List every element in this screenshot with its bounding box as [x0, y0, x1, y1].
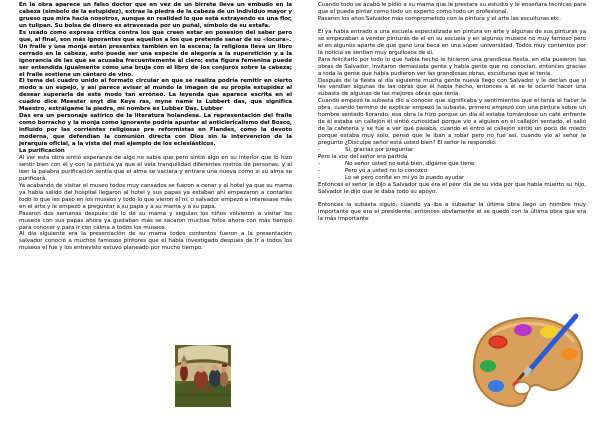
dialogue-list	[318, 147, 586, 182]
closing-paragraph: Entonces la subasta siguió, cuando ya iba a subastar la última obra llego un hombre muy importante que era el presidente, entonces obviamente el se quedó con la última obra que era la más importante	[318, 201, 586, 222]
paragraph: El tema del cuadro unido al formato circular en que se realiza podría remitir en cierto modo a un espejo, y así parece avisar al mundo la imagen de su propia estupidez al desear superarla de este modo tan erróneo. La leyenda que aparece escrita en el cuadro dice Meester snyt die Keye ras, myne name is Lubbert das, que significa Maestro, extráigame la piedra, mi nombre es Lubber Das. Lubber	[19, 78, 292, 113]
paragraph: Cuando todo se acabó le pidió a su mama que le prestara su estudio y le enseñara técnicas para que el pueda pintar como todo un experto como todo un profesional.	[318, 2, 586, 15]
paragraph: Un fraile y una monja están presentes también en la escena; la religiosa lleva un libro cerrado en la cabeza, esto puede ser una especie de alegoría a la superstición y a la ignorancia de las que se acusaba frecuentemente al clero; esta figura femenina puede ser entendida igualmente como una bruja con el libro de los conjuros sobre la cabeza; el fraile sostiene un cántaro de vino.	[19, 43, 292, 78]
paragraph: Al día siguiente era la presentación de su mama todos contentos fueron a la presentación salvador conoció a muchos famosos pintores que él había investigado después de ir a todos los museos el fue y los entrevisto estuvo planeado por mucho tiempo.	[19, 231, 292, 252]
dialogue-line: - Pero la voz del señor era partida	[318, 154, 586, 161]
painting-thumbnail	[175, 345, 231, 407]
paragraph: Ya acabando de visitar el museo todos muy cansados se fueron a cenar y al hotel ya que su mama ya había salido del hospital llegaron al hotel y sus papas ya estaban ahí empezaron a contarles todo lo que les paso en los museos y todo lo que vieron el ni; o salvador empezó a interesase más en el arte y le empezó a preguntar a su papa y a su mama y a su papa.	[19, 182, 292, 210]
section-heading: La purificación	[19, 148, 65, 155]
dialogue-line: - Pero yo a usted no lo conozco	[318, 168, 586, 175]
paragraph: Después de la fiesta al día siguiente mucha gente nueva llego con Salvador y le decían que sí les vendían algunas de las obras que él había hecho, entonces a él se le ocurrió hacer una subasta de algunas de las mejores obras que tenía.	[318, 77, 586, 98]
paragraph: Entonces el señor le dijo a Salvador que era el peor día de su vida por que había muerto su hijo, Salvador le dijo que le daba todo su apoyo.	[318, 181, 586, 195]
dialogue-line: - Si, gracias por preguntar	[318, 147, 586, 154]
left-column	[19, 2, 292, 252]
paragraph: Para felicitarlo por todo lo que había hecho le hicieron una grandiosa fiesta, en ella pusieron las obras de Salvador, invitaron demasiada gente y había gente que no conocían, entonces gracias a toda la gente que había pudieron ver las grandiosas obras, esculturas que el tenia.	[318, 56, 586, 77]
dialogue-line: - Lo sé pero confié en mi yo lo puedo ayudar	[318, 175, 586, 182]
dialogue-line: - No señor usted no está bien, dígame que tiene	[318, 161, 586, 168]
paragraph: Cuando empezó la subasta dio a conocer que significaba y sentimientos que el tenía al hacer la obra, cuando termino de explicar empezó la subasta, primero empezó con una pintura sobre un hombre sentado llorando, esa obra la hizo porque un día él estaba tomándose un café enfrente de él estaba un callejón él sintió curiosidad porque vio a alguien en el callejón sentado, el salió de la cafetería y se fue a ver qué pasaba, cuando el entró al callejón sintió un poco de miedo porque estaba muy solo, pensó que le iban a robar pero no fue así, cuando vio al señor le pregunto ¿Disculpe señor está usted bien? El señor le respondió:	[318, 98, 586, 147]
paint-palette-icon	[468, 310, 588, 415]
paragraph: Es usado como expresa critica contra los que creen estar en posesión del saber pero que, al final, son más ignorantes que aquellos a los que pretende sanar de su «locura».	[19, 29, 292, 43]
paragraph: Al ver esta obra sintió esperanza de algo no sabía que pero sintió algo en su interior que lo hizo sentir bien con él y con la pintura ya que él veía tranquilidad diferentes rostros de personas, y al leer la palabra purificación sentía que el alma se vaciara y entrara una nueva como si su alma se purificará.	[19, 154, 292, 182]
paragraph: El ya había entrado a una escuela especializada en pintura en arte y algunas de sus pinturas ya se empezaban a vender pinturas de el en su escuela y en algunos museos no muy famoso pero el en algunos aparte de que gano una beca en una súper universidad. Todos muy contentos por la noticia se sentían muy orgullosos de él.	[318, 28, 586, 56]
paragraph: Das era un personaje satírico de la literatura holandesa. La representación del fraile como borracho y la monja como ignorante podría apuntar al anticlericalismo del Bosco, influido por las corrientes religiosas pre reformistas en Flandes, como la devoto moderna, que defendían la comunión directa con Dios sin la intervención de la jerarquía oficial, a la vista del mal ejemplo de los eclesiásticos.	[19, 113, 292, 148]
paragraph: Pasaron dos semanas después de lo de su mama y seguían los niños volvieron a visitar los museos con sus papas ahora ya gustaban más se sacaron muchas fotos ahora con más tiempo para conocer y para ir con calma a todos los museos.	[19, 210, 292, 231]
right-column	[318, 2, 586, 223]
paragraph: Pasaron los años Salvador más comprometido con la pintura y el arte las esculturas etc.	[318, 15, 561, 22]
paragraph: En la obra aparece un falso doctor que en vez de un birrete lleva un embudo en la cabeza (símbolo de la estupidez), extrae la piedra de la cabeza de un individuo mayor y grueso que mira hacia nosotros, aunque en realidad lo que está extrayendo es una flor, un tulipan. Su bolsa de dinero es atravesada por un puñal, símbolo de su estafa.	[19, 2, 293, 29]
